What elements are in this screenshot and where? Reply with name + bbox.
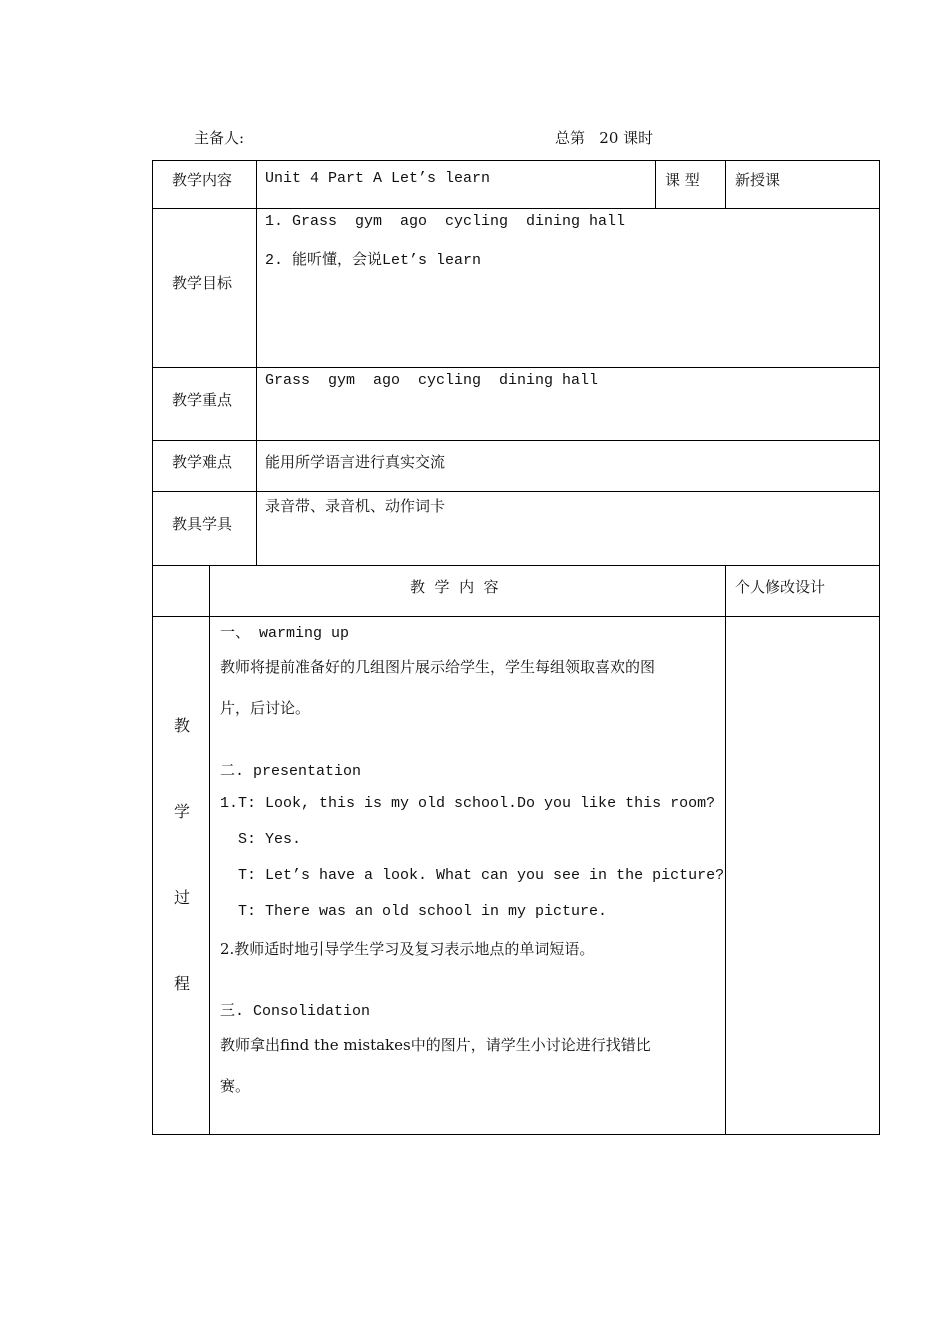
process-side-label-2: 学 xyxy=(174,802,191,821)
process-line-12: 赛。 xyxy=(220,1077,251,1095)
tools-label: 教具学具 xyxy=(172,515,233,533)
key-points-value: Grass gym ago cycling dining hall xyxy=(265,372,599,389)
goal-item-2: 2. 能听懂，会说Let’s learn xyxy=(265,252,482,269)
process-line-5: 1.T: Look, this is my old school.Do you like this room? xyxy=(220,795,716,812)
process-line-1: 一、 warming up xyxy=(220,625,350,642)
process-line-11: 教师拿出find the mistakes中的图片，请学生小讨论进行找错比 xyxy=(220,1036,651,1054)
difficulties-label: 教学难点 xyxy=(172,453,233,471)
process-line-2: 教师将提前准备好的几组图片展示给学生，学生每组领取喜欢的图 xyxy=(220,658,656,676)
difficulties-value: 能用所学语言进行真实交流 xyxy=(265,453,446,471)
content-value: Unit 4 Part A Let’s learn xyxy=(265,170,491,187)
process-side-label-1: 教 xyxy=(174,716,191,735)
process-line-8: T: There was an old school in my picture. xyxy=(220,903,608,920)
content-label: 教学内容 xyxy=(172,171,233,189)
process-line-7: T: Let’s have a look. What can you see in the picture? xyxy=(220,867,725,884)
process-line-4: 二. presentation xyxy=(220,763,362,780)
process-side-label-3: 过 xyxy=(174,888,191,907)
process-line-10: 三. Consolidation xyxy=(220,1003,371,1020)
process-line-9: 2.教师适时地引导学生学习及复习表示地点的单词短语。 xyxy=(220,940,595,958)
process-line-3: 片，后讨论。 xyxy=(220,699,311,717)
personal-design-title: 个人修改设计 xyxy=(735,578,826,596)
key-points-label: 教学重点 xyxy=(172,391,233,409)
process-side-label-4: 程 xyxy=(174,974,191,993)
preparer-label: 主备人: xyxy=(194,129,245,147)
total-lesson-count: 总第 20 课时 xyxy=(555,129,654,147)
course-type-value: 新授课 xyxy=(735,171,781,189)
tools-value: 录音带、录音机、动作词卡 xyxy=(265,497,446,515)
process-line-6: S: Yes. xyxy=(220,831,302,848)
course-type-label: 课 型 xyxy=(665,171,700,189)
goals-label: 教学目标 xyxy=(172,274,233,292)
content-column-title: 教 学 内 容 xyxy=(410,578,499,596)
goal-item-1: 1. Grass gym ago cycling dining hall xyxy=(265,213,626,230)
